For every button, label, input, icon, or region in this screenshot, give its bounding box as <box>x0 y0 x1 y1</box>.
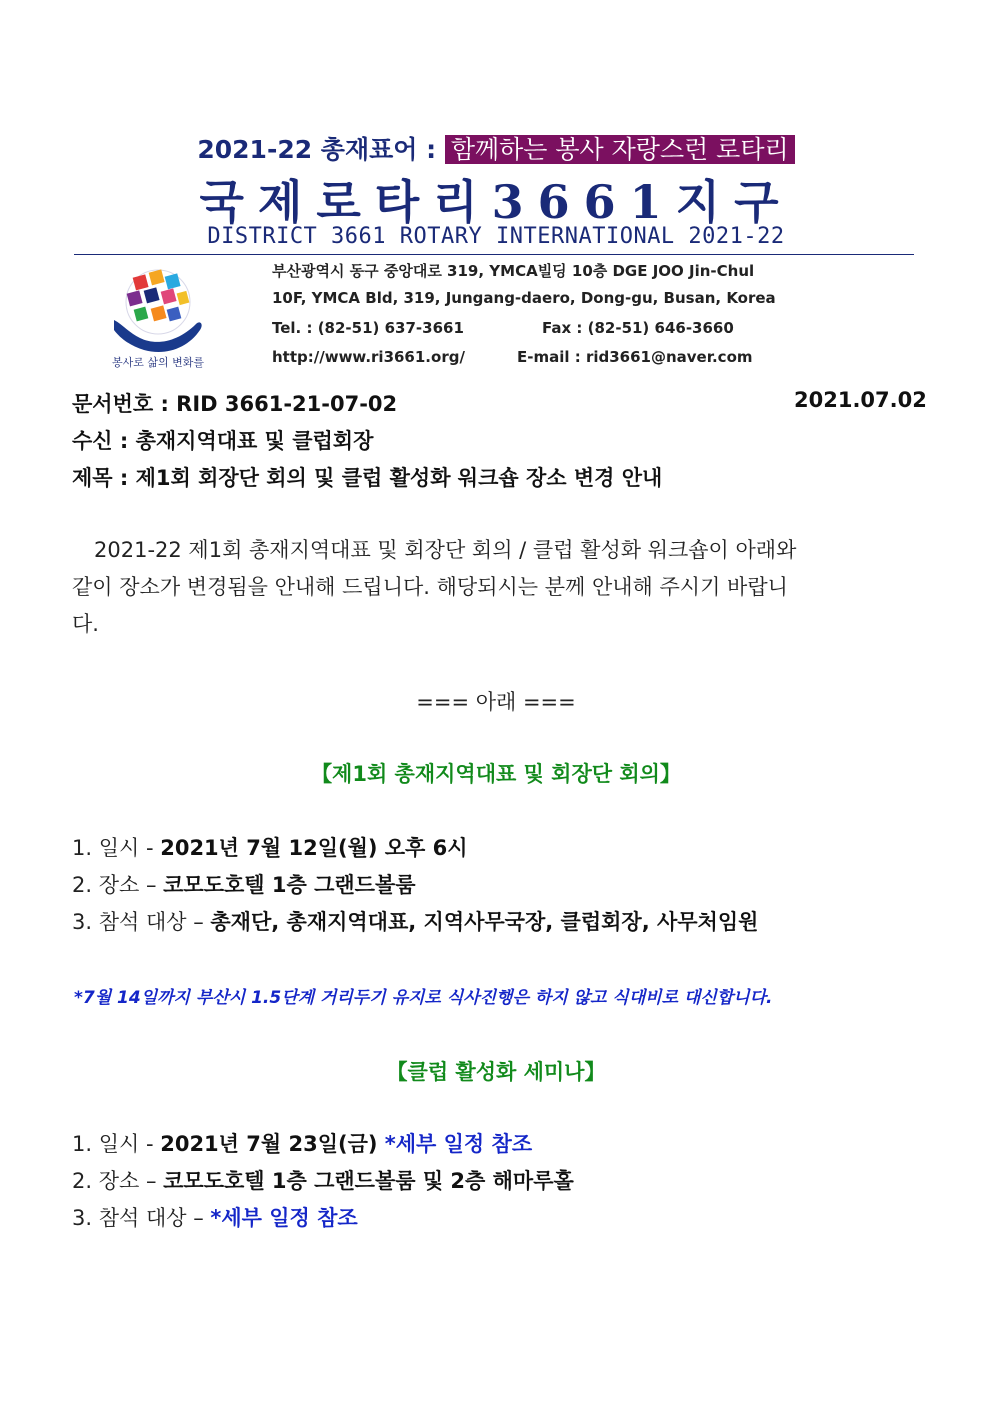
meeting-note: *7월 14일까지 부산시 1.5단계 거리두기 유지로 식사진행은 하지 않고 식대비로 대신합니다. <box>74 988 773 1008</box>
list-item <box>72 1128 532 1158</box>
section-title-seminar: 【클럽 활성화 세미나】 <box>386 1060 606 1084</box>
item-label: 2. 장소 – <box>72 1169 164 1193</box>
website-link[interactable]: http://www.ri3661.org/ <box>272 348 465 366</box>
item-reference: *세부 일정 참조 <box>210 1206 358 1230</box>
fax: Fax : (82-51) 646-3660 <box>542 319 734 337</box>
list-item <box>72 869 416 899</box>
item-value: 코모도호텔 1층 그랜드볼룸 및 2층 해마루홀 <box>163 1169 574 1193</box>
telephone: Tel. : (82-51) 637-3661 <box>272 319 464 337</box>
item-label: 2. 장소 – <box>72 873 164 897</box>
slogan <box>0 130 992 166</box>
address-english: 10F, YMCA Bld, 319, Jungang-daero, Dong-gu, Busan, Korea <box>272 289 776 307</box>
slogan-highlight: 함께하는 봉사 자랑스런 로타리 <box>445 135 795 164</box>
item-value: 총재단, 총재지역대표, 지역사무국장, 클럽회장, 사무처임원 <box>210 910 759 934</box>
logo-caption: 봉사로 삶의 변화를 <box>111 356 204 369</box>
slogan-prefix: 2021-22 총재표어 : <box>197 135 437 164</box>
item-reference: *세부 일정 참조 <box>377 1132 533 1156</box>
subject: 제목 : 제1회 회장단 회의 및 클럽 활성화 워크숍 장소 변경 안내 <box>72 466 663 490</box>
email-address[interactable]: E-mail : rid3661@naver.com <box>517 348 753 366</box>
item-label: 1. 일시 - <box>72 836 161 860</box>
body-paragraph <box>72 532 920 643</box>
item-label: 3. 참석 대상 – <box>72 1206 211 1230</box>
list-item <box>72 906 758 936</box>
document-date: 2021.07.02 <box>794 388 927 412</box>
section-title-meeting: 【제1회 총재지역대표 및 회장단 회의】 <box>311 762 681 786</box>
list-item <box>72 1202 358 1232</box>
organization-name-english: DISTRICT 3661 ROTARY INTERNATIONAL 2021-22 <box>207 224 785 249</box>
document-number: 문서번호 : RID 3661-21-07-02 <box>72 392 398 416</box>
body-line: 다. <box>72 612 99 636</box>
list-item <box>72 1165 574 1195</box>
item-label: 3. 참석 대상 – <box>72 910 211 934</box>
item-label: 1. 일시 - <box>72 1132 161 1156</box>
address-korean: 부산광역시 동구 중앙대로 319, YMCA빌딩 10층 DGE JOO Jin-Chul <box>272 262 755 280</box>
header-divider <box>74 254 914 255</box>
body-line: 2021-22 제1회 총재지역대표 및 회장단 회의 / 클럽 활성화 워크숍이 아래와 <box>94 538 797 562</box>
item-value: 2021년 7월 23일(금) <box>160 1132 378 1156</box>
item-value: 2021년 7월 12일(월) 오후 6시 <box>160 836 468 860</box>
below-marker: === 아래 === <box>416 690 576 714</box>
body-line: 같이 장소가 변경됨을 안내해 드립니다. 해당되시는 분께 안내해 주시기 바랍니 <box>72 575 788 599</box>
list-item <box>72 832 468 862</box>
recipient: 수신 : 총재지역대표 및 클럽회장 <box>72 429 374 453</box>
item-value: 코모도호텔 1층 그랜드볼룸 <box>163 873 416 897</box>
organization-name-korean: 국제로타리3661지구 <box>199 175 793 229</box>
